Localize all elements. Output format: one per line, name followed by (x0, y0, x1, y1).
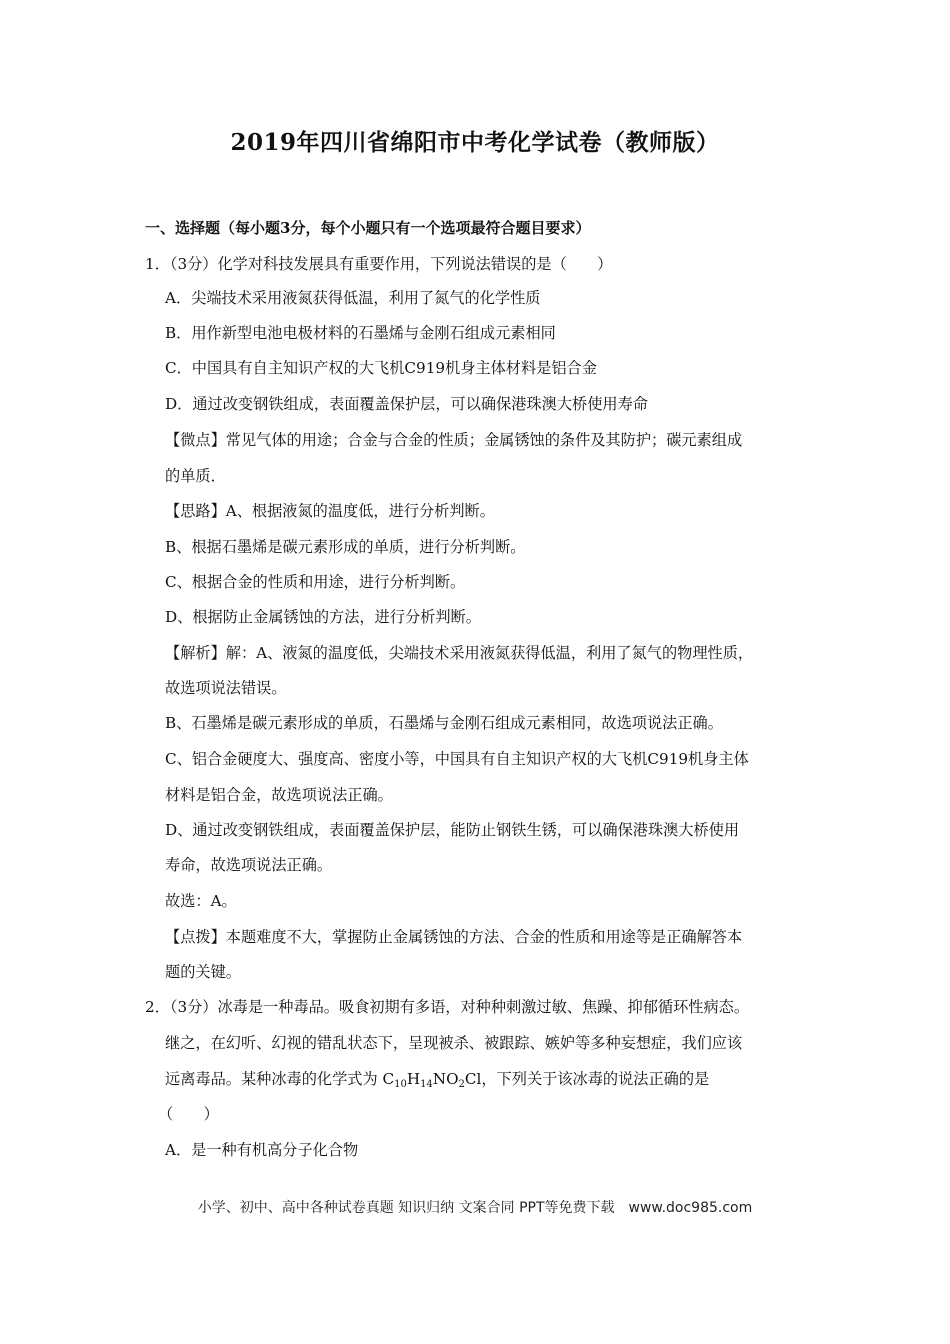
q1-jiexi-line-3: B、石墨烯是碳元素形成的单质，石墨烯与金刚石组成元素相同，故选项说法正确。 (165, 714, 723, 732)
q1-silu-line-1: 【思路】A、根据液氮的温度低，进行分析判断。 (165, 502, 495, 520)
q1-jiexi-line-7: 寿命，故选项说法正确。 (165, 856, 333, 874)
section-heading: 一、选择题（每小题3分，每个小题只有一个选项最符合题目要求） (145, 219, 591, 237)
q1-option-d: D．通过改变钢铁组成，表面覆盖保护层，可以确保港珠澳大桥使用寿命 (165, 395, 648, 413)
q2-formula-h: H (406, 1070, 421, 1088)
q1-jiexi-line-2: 故选项说法错误。 (165, 679, 287, 697)
q1-weidian-line-1: 【微点】常见气体的用途；合金与合金的性质；金属锈蚀的条件及其防护；碳元素组成 (165, 431, 743, 449)
q2-formula-sub-o: 2 (458, 1079, 465, 1090)
q1-jiexi-line-4: C、铝合金硬度大、强度高、密度小等，中国具有自主知识产权的大飞机C919机身主体 (165, 750, 749, 768)
page-footer (0, 1197, 950, 1217)
q1-option-c: C．中国具有自主知识产权的大飞机C919机身主体材料是铝合金 (165, 359, 597, 377)
q1-option-a: A．尖端技术采用液氮获得低温，利用了氮气的化学性质 (165, 289, 541, 307)
q2-formula-suffix: Cl，下列关于该冰毒的说法正确的是 (464, 1070, 710, 1088)
q2-stem-line-2: 继之，在幻听、幻视的错乱状态下，呈现被杀、被跟踪、嫉妒等多种妄想症，我们应该 (165, 1034, 743, 1052)
q2-stem-line-3 (165, 1069, 709, 1095)
q1-dianbo-line-2: 题的关键。 (165, 963, 241, 981)
q2-stem-line-1: 2．（3分）冰毒是一种毒品。吸食初期有多语，对种种刺激过敏、焦躁、抑郁循环性病态。 (145, 998, 750, 1016)
q2-option-a: A．是一种有机高分子化合物 (165, 1141, 359, 1159)
footer-text: 小学、初中、高中各种试卷真题 知识归纳 文案合同 PPT等免费下载 (197, 1200, 615, 1216)
q2-formula-sub-c: 10 (394, 1079, 407, 1090)
q1-silu-line-3: C、根据合金的性质和用途，进行分析判断。 (165, 573, 466, 591)
document-title: 2019年四川省绵阳市中考化学试卷（教师版） (230, 129, 720, 156)
q1-option-b: B．用作新型电池电极材料的石墨烯与金刚石组成元素相同 (165, 324, 556, 342)
footer-url[interactable]: www.doc985.com (628, 1200, 753, 1216)
q1-silu-line-4: D、根据防止金属锈蚀的方法，进行分析判断。 (165, 608, 481, 626)
q1-jiexi-line-1: 【解析】解：A、液氮的温度低，尖端技术采用液氮获得低温，利用了氮气的物理性质， (165, 644, 754, 662)
q1-dianbo-line-1: 【点拨】本题难度不大，掌握防止金属锈蚀的方法、合金的性质和用途等是正确解答本 (165, 928, 743, 946)
q1-jiexi-line-8: 故选：A。 (165, 892, 237, 910)
q1-weidian-line-2: 的单质． (165, 467, 226, 485)
q2-formula-prefix: 远离毒品。某种冰毒的化学式为 C (165, 1070, 395, 1088)
q2-formula-no: NO (432, 1070, 459, 1088)
q1-silu-line-2: B、根据石墨烯是碳元素形成的单质，进行分析判断。 (165, 538, 526, 556)
q1-stem: 1．（3分）化学对科技发展具有重要作用，下列说法错误的是（ ） (145, 255, 613, 273)
q1-jiexi-line-6: D、通过改变钢铁组成，表面覆盖保护层，能防止钢铁生锈，可以确保港珠澳大桥使用 (165, 821, 740, 839)
q2-answer-paren: （ ） (158, 1105, 219, 1123)
q1-jiexi-line-5: 材料是铝合金，故选项说法正确。 (165, 786, 393, 804)
q2-formula-sub-h: 14 (420, 1079, 433, 1090)
